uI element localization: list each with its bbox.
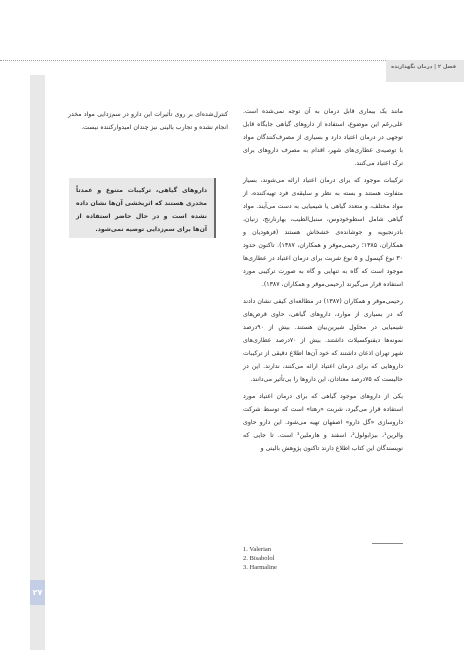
left-text-column — [68, 108, 228, 138]
page-number: ۲۷ — [32, 588, 43, 597]
footnotes — [243, 545, 403, 572]
paragraph: ترکیبات موجود که برای درمان اعتیاد ارائه می‌شوند، بسیار متفاوت هستند و بسته به نظر و سلیقه‌ی فرد تهیه‌کننده، از مواد مختلف، و متعدد گیاهی یا شیمیایی به دست می‌آیند. مواد گیاهی شامل اسطوخودوس، سنبل‌الطیب، بهارنارنج، زنیان، بادرنجبویه و جوشانده‌ی خشخاش هستند (فرهودیان و همکاران، ۱۳۸۵؛ رحیمی‌موقر و همکاران، ۱۳۸۷). تاکنون حدود ۳۰ نوع کپسول و ۵ نوع شربت برای درمان اعتیاد در عطاری‌ها موجود است که گاه به تنهایی و گاه به صورت ترکیبی مورد استفاده قرار می‌گیرند (رحیمی‌موقر و همکاران، ۱۳۸۷). — [243, 177, 404, 288]
footnote-rule — [372, 543, 403, 544]
footnote: 3. Harmaline — [243, 564, 277, 571]
page-margin-stripe — [30, 75, 45, 650]
paragraph: کنترل‌شده‌ای بر روی تأثیرات این دارو در سم‌زدایی مواد مخدر انجام نشده و تجارب بالینی نیز چندان امیدوارکننده نیست. — [68, 111, 228, 131]
page-number-box — [30, 580, 45, 605]
paragraph: یکی از داروهای موجود گیاهی که برای درمان اعتیاد مورد استفاده قرار می‌گیرد، شربت «رهتا» است که توسط شرکت داروسازی «گل دارو» اصفهان تهیه می‌شود. این دارو حاوی والرین¹، بیزابولول²، اسفند و هارملین³ است. تا جایی که نویسندگان این کتاب اطلاع دارند تاکنون پژوهش بالینی و — [243, 393, 403, 452]
footnote: 2. Bisabolol — [243, 555, 275, 562]
paragraph: رحیمی‌موقر و همکاران (۱۳۸۷) در مطالعه‌ای کیفی نشان دادند که در بسیاری از موارد، داروهای گیاهی، حاوی قرص‌های شیمیایی در محلول شیرین‌بیان هستند. بیش از ۹۰درصد نمونه‌ها دیفنوکسیلات داشتند. بیش از ۷۰درصد عطاری‌های شهر تهران اذعان داشتند که خود آن‌ها اطلاع دقیقی از ترکیبات داروهایی که برای درمان اعتیاد ارائه می‌کنند، ندارند. این در حالیست که ۷۵درصد معتادان، این داروها را بی‌تأثیر می‌دانند. — [243, 298, 403, 383]
right-text-column — [243, 105, 403, 459]
chapter-title: فصل ۲ | درمان نگهدارنده — [391, 64, 456, 70]
footnote: 1. Valerian — [243, 546, 272, 553]
callout-box — [69, 178, 216, 238]
paragraph: مانند یک بیماری قابل درمان به آن توجه نمی‌شده است. علی‌رغم این موضوع، استفاده از داروهای گیاهی جایگاه قابل توجهی در درمان اعتیاد دارد و بسیاری از مصرف‌کنندگان مواد با توصیه‌ی عطاری‌های شهر، اقدام به مصرف داروهای برای ترک اعتیاد می‌کنند. — [243, 108, 403, 167]
callout-text: داروهای گیاهی، ترکیبات متنوع و عمدتاً مخدری هستند که اثربخشی آن‌ها نشان داده نشده است و در حال حاضر استفاده از آن‌ها برای سم‌زدایی توصیه نمی‌شود. — [76, 187, 207, 233]
